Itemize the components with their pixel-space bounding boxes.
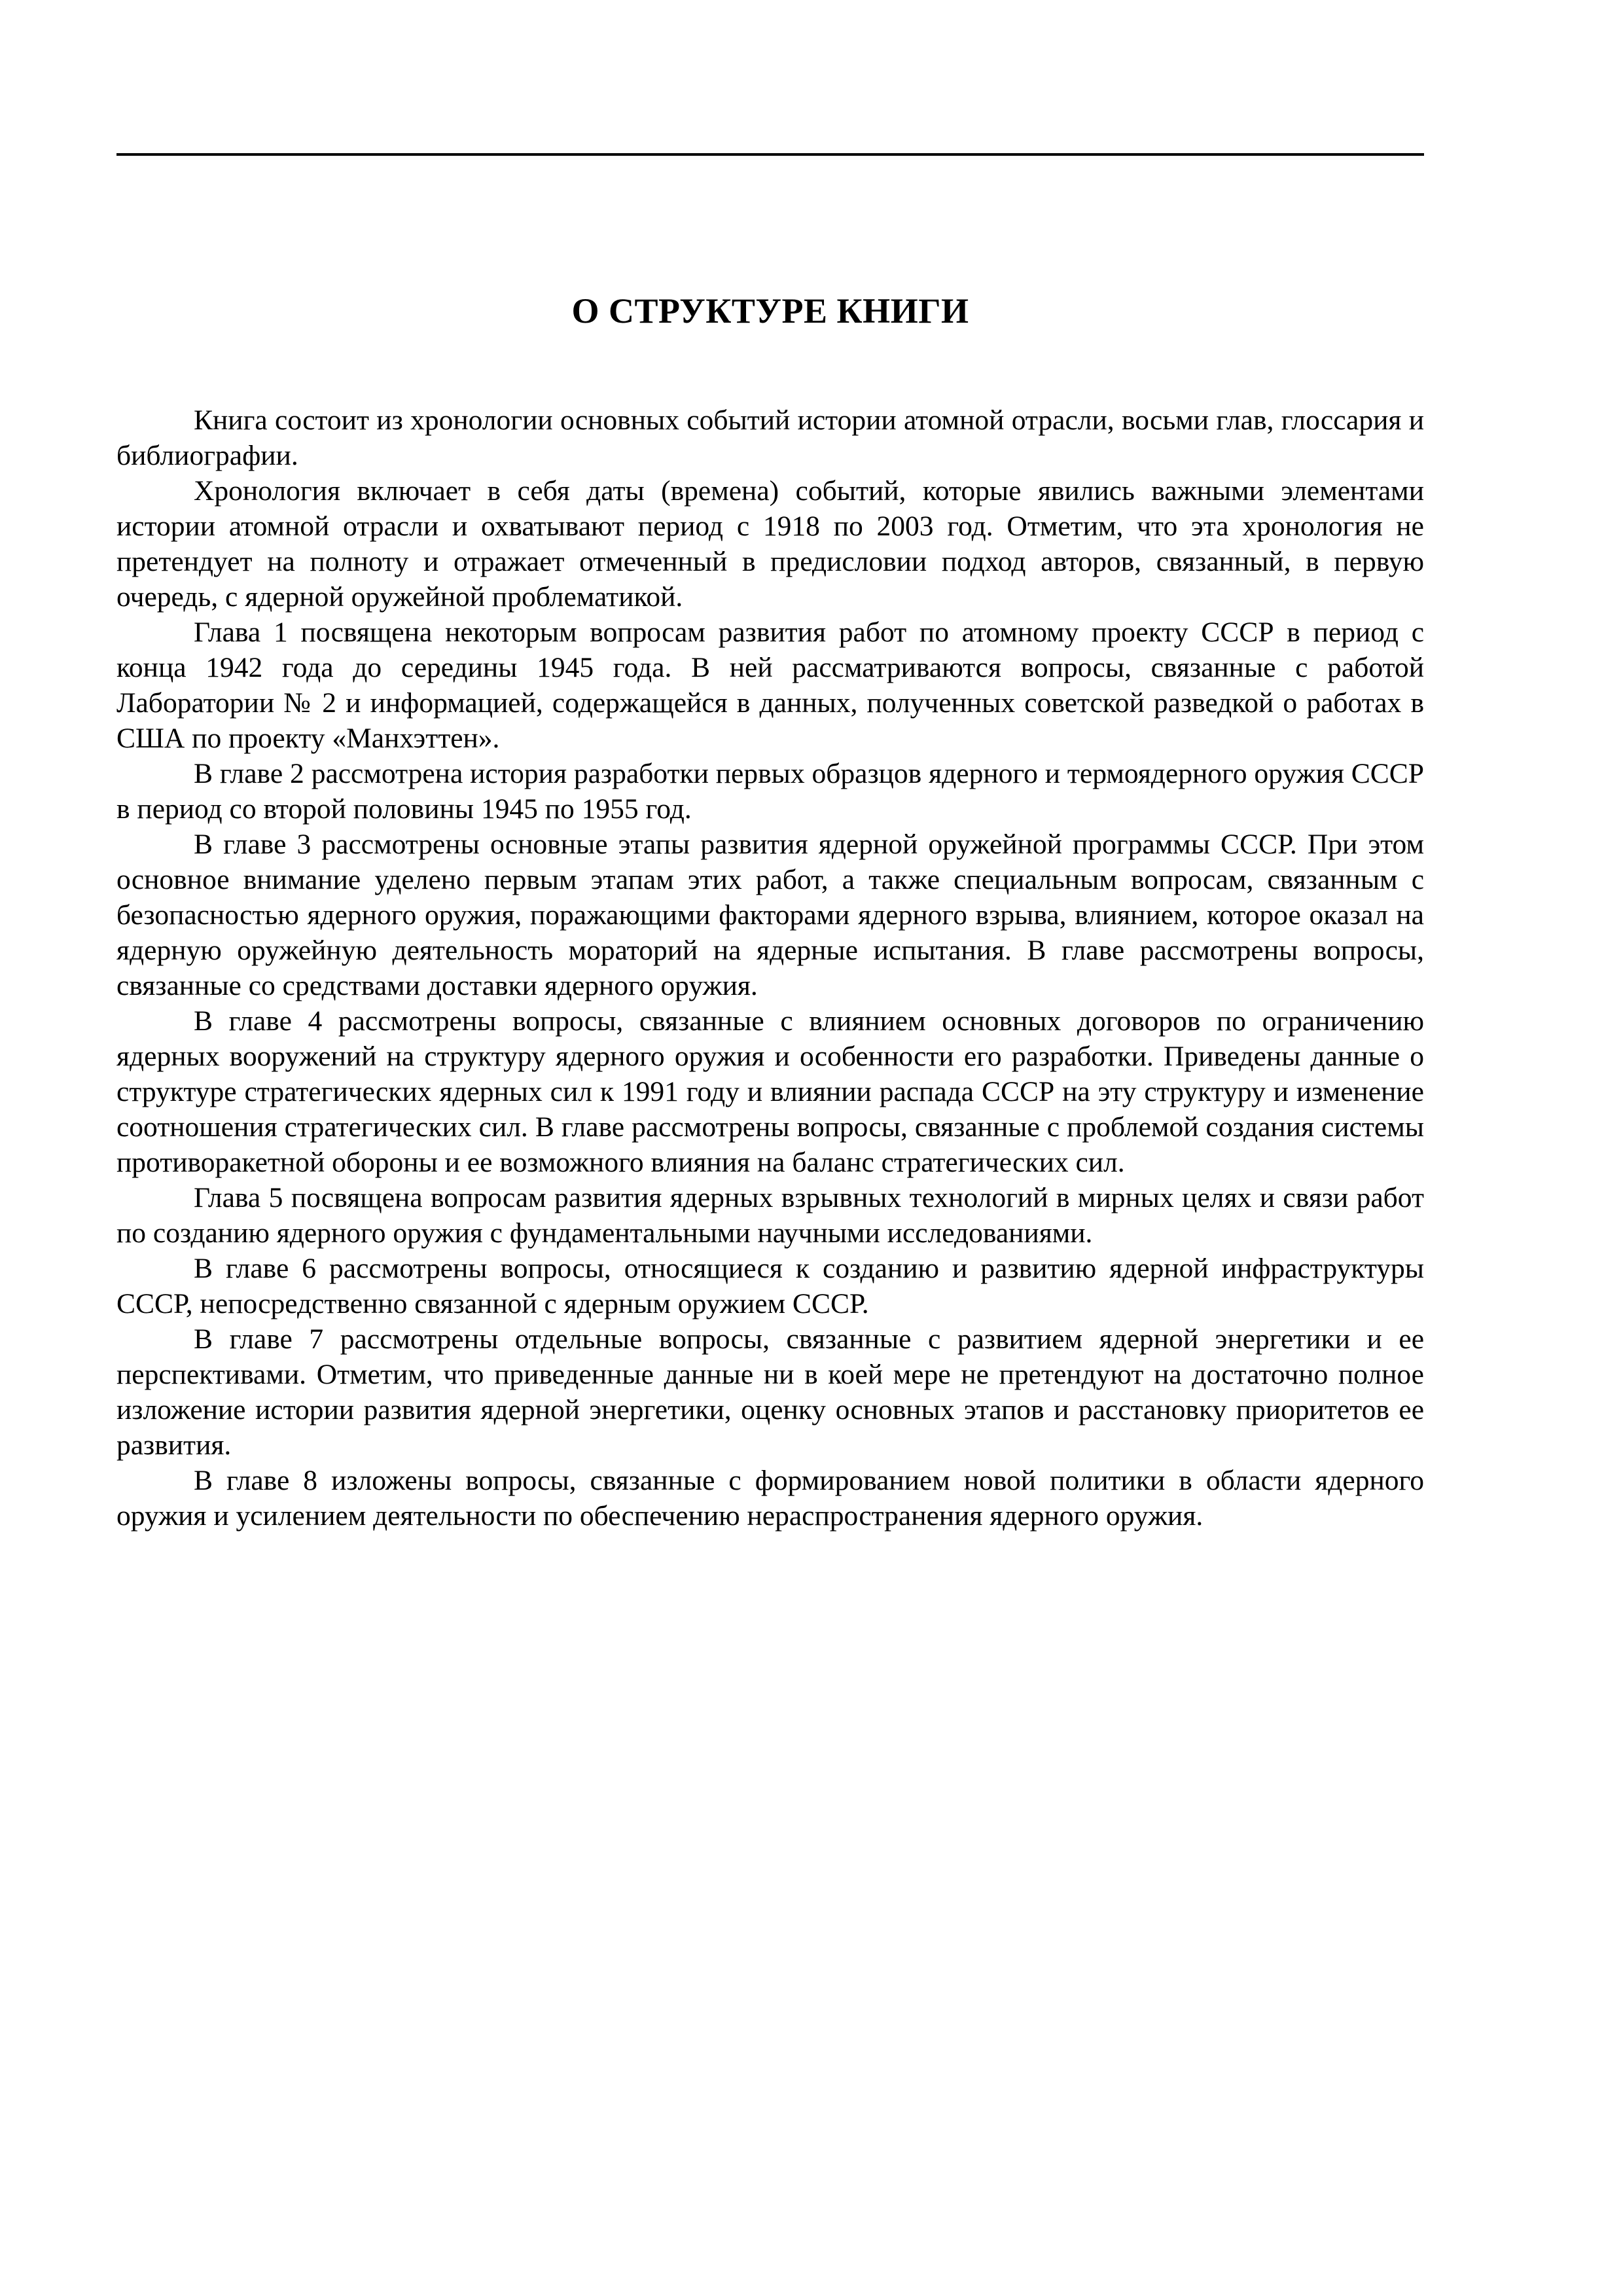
paragraph-chapter-2: В главе 2 рассмотрена история разработки первых образцов ядерного и термоядерного оружия СССР в период со второй половины 1945 по 1955 год. [116,758,1424,825]
paragraph-chapter-1: Глава 1 посвящена некоторым вопросам развития работ по атомному проекту СССР в период с конца 1942 года до середины 1945 года. В ней рассматриваются вопросы, связанные с работой Лаборатории № 2 и информацией, содержащейся в данных, полученных советской разведкой о работах в США по проекту «Манхэттен». [116,617,1424,754]
paragraph-chapter-4: В главе 4 рассмотрены вопросы, связанные с влиянием основных договоров по ограничению ядерных вооружений на структуру ядерного оружия и особенности его разработки. Приведены данные о структуре стратегических ядерных сил к 1991 году и влиянии распада СССР на эту структуру и изменение соотношения стратегических сил. В главе рассмотрены вопросы, связанные с проблемой создания системы противоракетной обороны и ее возможного влияния на баланс стратегических сил. [116,1005,1424,1178]
header-rule [116,153,1424,156]
paragraph-intro: Книга состоит из хронологии основных событий истории атомной отрасли, восьми глав, глоссария и библиографии. [116,404,1424,471]
body-text [116,403,1424,1534]
paragraph-chapter-3: В главе 3 рассмотрены основные этапы развития ядерной оружейной программы СССР. При этом основное внимание уделено первым этапам этих работ, а также специальным вопросам, связанным с безопасностью ядерного оружия, поражающими факторами ядерного взрыва, влиянием, которое оказал на ядерную оружейную деятельность мораторий на ядерные испытания. В главе рассмотрены вопросы, связанные со средствами доставки ядерного оружия. [116,829,1424,1001]
paragraph-chapter-8: В главе 8 изложены вопросы, связанные с формированием новой политики в области ядерного оружия и усилением деятельности по обеспечению нераспространения ядерного оружия. [116,1465,1424,1532]
paragraph-chapter-6: В главе 6 рассмотрены вопросы, относящиеся к созданию и развитию ядерной инфраструктуры СССР, непосредственно связанной с ядерным оружием СССР. [116,1253,1424,1319]
paragraph-chronology: Хронология включает в себя даты (времена) событий, которые явились важными элементами истории атомной отрасли и охватывают период с 1918 по 2003 год. Отметим, что эта хронология не претендует на полноту и отражает отмеченный в предисловии подход авторов, связанный, в первую очередь, с ядерной оружейной проблематикой. [116,475,1424,613]
page-title: О СТРУКТУРЕ КНИГИ [571,291,969,331]
paragraph-chapter-7: В главе 7 рассмотрены отдельные вопросы, связанные с развитием ядерной энергетики и ее перспективами. Отметим, что приведенные данные ни в коей мере не претендуют на достаточно полное изложение истории развития ядерной энергетики, оценку основных этапов и расстановку приоритетов ее развития. [116,1323,1424,1461]
paragraph-chapter-5: Глава 5 посвящена вопросам развития ядерных взрывных технологий в мирных целях и связи работ по созданию ядерного оружия с фундаментальными научными исследованиями. [116,1182,1424,1249]
